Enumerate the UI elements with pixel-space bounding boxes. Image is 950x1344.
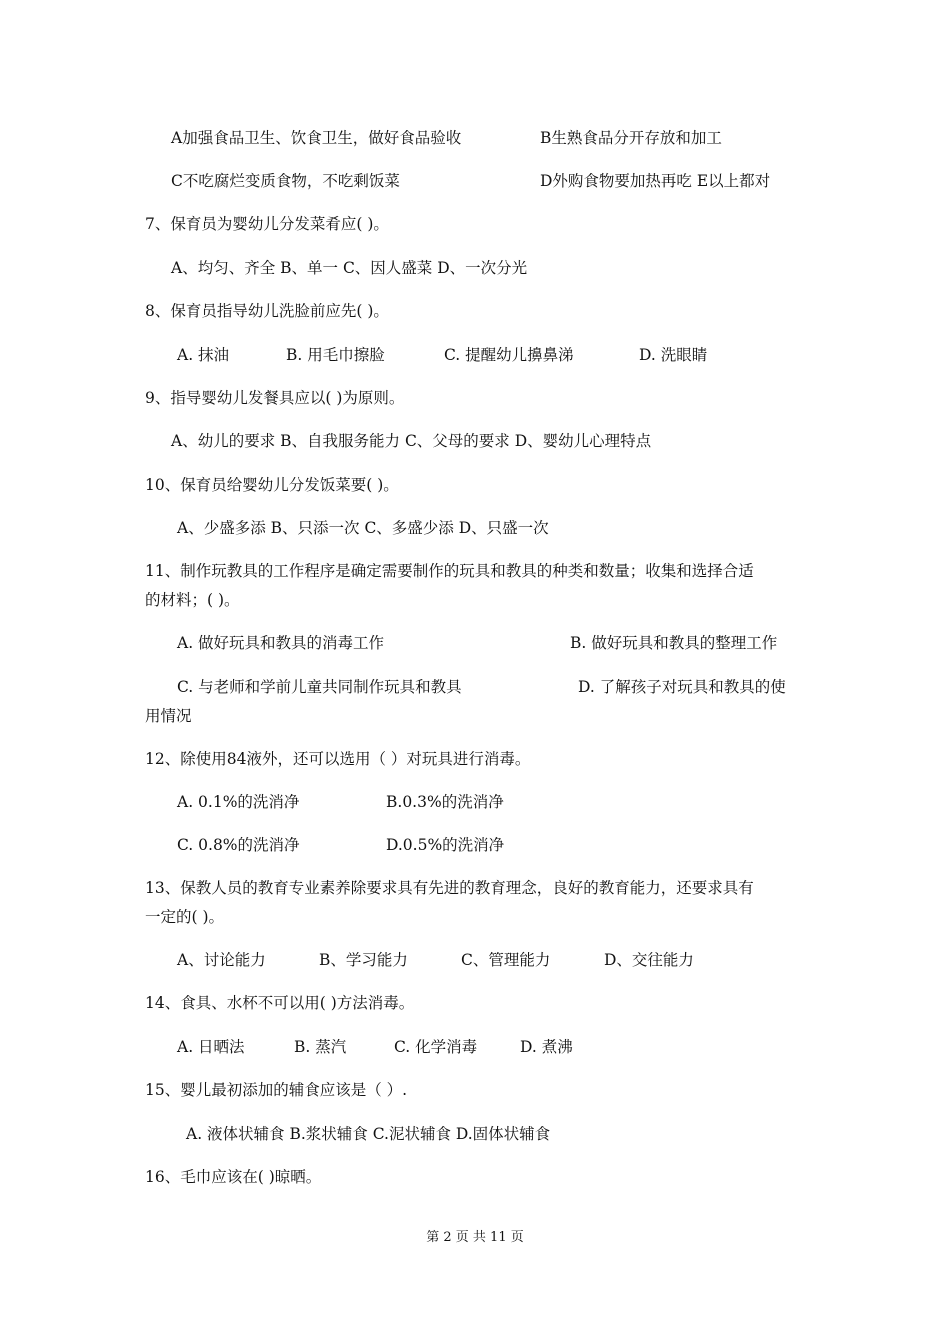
q8-option-b: B. 用毛巾擦脸: [286, 346, 385, 364]
q7-stem: 7、保育员为婴幼儿分发菜肴应( )。: [145, 215, 389, 233]
page-number-footer: 第 2 页 共 11 页: [426, 1230, 524, 1245]
q6-option-d: D外购食物要加热再吃 E以上都对: [540, 172, 771, 190]
q8-option-d: D. 洗眼睛: [639, 346, 708, 364]
q13-option-b: B、学习能力: [319, 951, 408, 969]
q14-option-d: D. 煮沸: [520, 1038, 573, 1056]
q10-options: A、少盛多添 B、只添一次 C、多盛少添 D、只盛一次: [177, 519, 549, 537]
q6-option-b: B生熟食品分开存放和加工: [540, 129, 722, 147]
q11-option-a: A. 做好玩具和教具的消毒工作: [177, 634, 385, 652]
q10-stem: 10、保育员给婴幼儿分发饭菜要( )。: [145, 476, 399, 494]
q12-option-d: D.0.5%的洗消净: [386, 836, 505, 854]
q14-option-a: A. 日晒法: [177, 1038, 245, 1056]
q13-option-c: C、管理能力: [461, 951, 551, 969]
q8-option-c: C. 提醒幼儿擤鼻涕: [444, 346, 574, 364]
q9-options: A、幼儿的要求 B、自我服务能力 C、父母的要求 D、婴幼儿心理特点: [171, 432, 652, 450]
q11-stem-line2: 的材料；( )。: [145, 591, 240, 609]
q6-option-c: C不吃腐烂变质食物，不吃剩饭菜: [171, 172, 400, 190]
q13-stem-line2: 一定的( )。: [145, 908, 225, 926]
q11-option-d: D. 了解孩子对玩具和教具的使: [578, 678, 786, 696]
q14-stem: 14、食具、水杯不可以用( )方法消毒。: [145, 994, 415, 1012]
q13-option-d: D、交往能力: [604, 951, 694, 969]
q8-option-a: A. 抹油: [177, 346, 230, 364]
q11-option-b: B. 做好玩具和教具的整理工作: [570, 634, 778, 652]
q12-option-c: C. 0.8%的洗消净: [177, 836, 300, 854]
q13-option-a: A、讨论能力: [177, 951, 266, 969]
q6-option-a: A加强食品卫生、饮食卫生，做好食品验收: [171, 129, 462, 147]
q7-options: A、均匀、齐全 B、单一 C、因人盛菜 D、一次分光: [171, 259, 528, 277]
q12-option-b: B.0.3%的洗消净: [386, 793, 504, 811]
q8-stem: 8、保育员指导幼儿洗脸前应先( )。: [145, 302, 389, 320]
q16-stem: 16、毛巾应该在( )晾晒。: [145, 1168, 322, 1186]
q11-option-d-continued: 用情况: [145, 707, 192, 725]
q13-stem-line1: 13、保教人员的教育专业素养除要求具有先进的教育理念，良好的教育能力，还要求具有: [145, 879, 754, 897]
q12-option-a: A. 0.1%的洗消净: [177, 793, 300, 811]
q11-stem-line1: 11、制作玩教具的工作程序是确定需要制作的玩具和教具的种类和数量；收集和选择合适: [145, 562, 754, 580]
q14-option-c: C. 化学消毒: [394, 1038, 478, 1056]
q12-stem: 12、除使用84液外，还可以选用（ ）对玩具进行消毒。: [145, 750, 531, 768]
q9-stem: 9、指导婴幼儿发餐具应以( )为原则。: [145, 389, 405, 407]
q11-option-c: C. 与老师和学前儿童共同制作玩具和教具: [177, 678, 462, 696]
q14-option-b: B. 蒸汽: [294, 1038, 347, 1056]
q15-stem: 15、婴儿最初添加的辅食应该是（ ）.: [145, 1081, 408, 1099]
q15-options: A. 液体状辅食 B.浆状辅食 C.泥状辅食 D.固体状辅食: [186, 1125, 551, 1143]
